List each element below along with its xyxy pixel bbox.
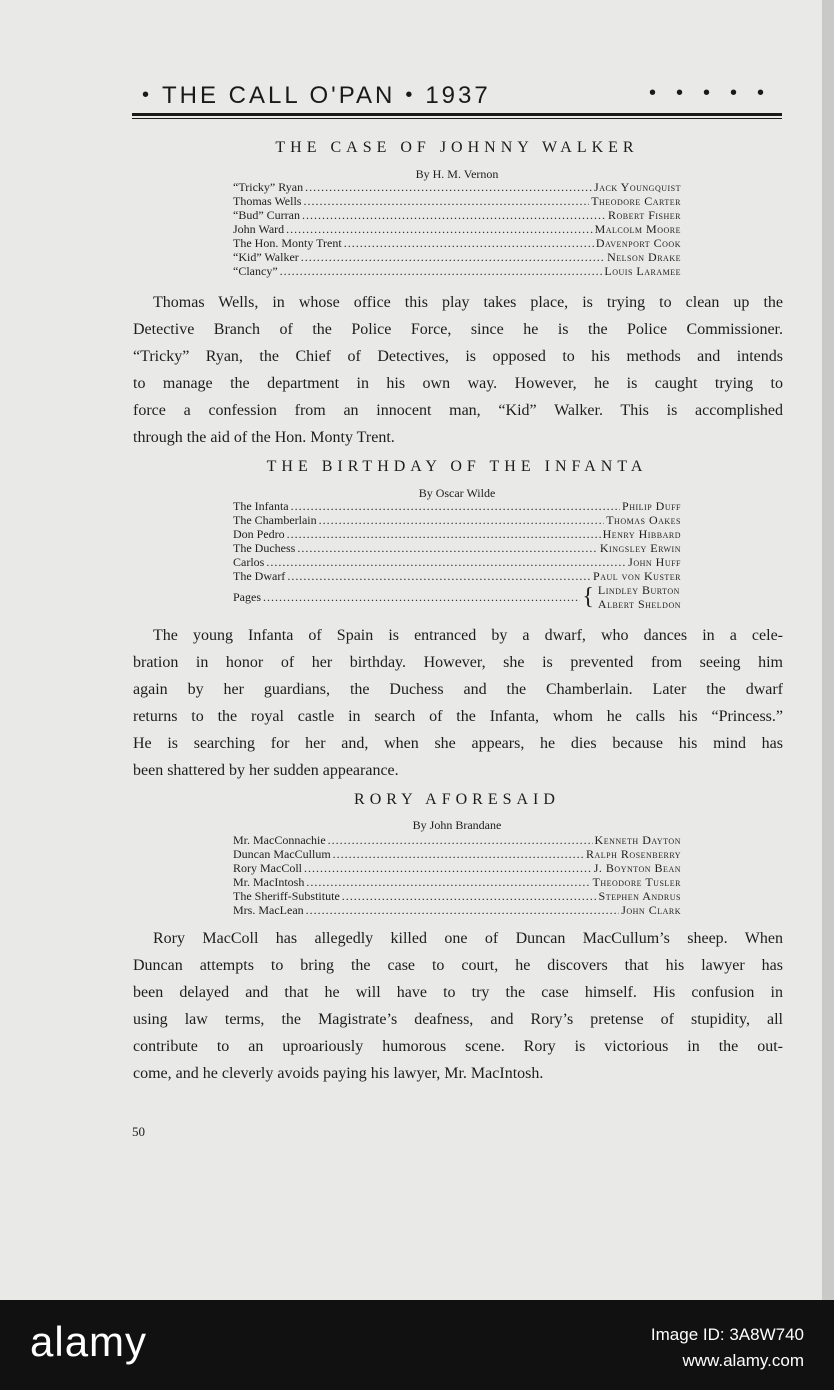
- play-title: THE CASE OF JOHNNY WALKER: [275, 139, 639, 156]
- play-byline: By John Brandane: [412, 818, 502, 832]
- brace-icon: {: [582, 584, 594, 610]
- play-title: THE BIRTHDAY OF THE INFANTA: [266, 458, 648, 475]
- bullet-row-icon: •••••: [648, 82, 784, 104]
- cast-row: The Dwarf ..... Paul von Kuster: [233, 569, 681, 583]
- bullet-icon: •: [405, 84, 416, 106]
- page-number: 50: [132, 1124, 145, 1139]
- brand-logo: alamy: [30, 1318, 148, 1365]
- play-synopsis: Thomas Wells, in whose office this play takes place, is trying to clean up the Detective Branch of the Police Force, since he is the Police Commissioner. “Tricky” Ryan, the Chief of Detectives, is opposed to his methods and intends to manage the department in his own way. However, he is caught trying to force a confession from an innocent man, “Kid” Walker. This is accomplished through the aid of the Hon. Monty Trent.: [133, 294, 783, 446]
- cast-list: [233, 180, 681, 278]
- cast-row: John Ward ..... Malcolm Moore: [233, 222, 681, 236]
- cast-row: Thomas Wells ..... Theodore Carter: [233, 194, 681, 208]
- header-rule-thick: [132, 113, 782, 116]
- cast-list: [233, 833, 681, 917]
- cast-list: [233, 499, 681, 611]
- play-synopsis: Rory MacColl has allegedly killed one of Duncan MacCullum’s sheep. When Duncan attempts to bring the case to court, he discovers that his lawyer has been delayed and that he will have to try the case himself. His confusion in using law terms, the Magistrate’s deafness, and Rory’s pretense of stupidity, all contribute to an uproariously humorous scene. Rory is victorious in the out- come, and he cleverly avoids paying his lawyer, Mr. MacIntosh.: [133, 930, 783, 1082]
- cast-row: The Sheriff-Substitute ..... Stephen Andrus: [233, 889, 681, 903]
- play-title: RORY AFORESAID: [354, 791, 560, 808]
- play-byline: By Oscar Wilde: [418, 486, 496, 500]
- image-credit: [651, 1322, 804, 1374]
- site-url: www.alamy.com: [682, 1351, 804, 1370]
- cast-row: The Hon. Monty Trent ..... Davenport Cook: [233, 236, 681, 250]
- cast-row: Duncan MacCullum ..... Ralph Rosenberry: [233, 847, 681, 861]
- header-title: THE CALL O'PAN: [162, 82, 396, 109]
- watermark-footer: [0, 1300, 834, 1390]
- play-synopsis: The young Infanta of Spain is entranced by a dwarf, who dances in a cele- bration in honor of her birthday. However, she is prevented from seeing him again by her guardians, the Duchess and the Chamberlain. Later the dwarf returns to the royal castle in search of the Infanta, whom he calls his “Princess.” He is searching for her and, when she appears, he dies because his mind has been shattered by her sudden appearance.: [133, 627, 783, 779]
- cast-row: “Tricky” Ryan ..... Jack Youngquist: [233, 180, 681, 194]
- running-header: [132, 82, 784, 112]
- cast-row: Mr. MacIntosh ..... Theodore Tusler: [233, 875, 681, 889]
- cast-row: Carlos ..... John Huff: [233, 555, 681, 569]
- cast-row: The Infanta ..... Philip Duff: [233, 499, 681, 513]
- cast-row: Don Pedro ..... Henry Hibbard: [233, 527, 681, 541]
- play-byline: By H. M. Vernon: [415, 167, 499, 181]
- image-id: Image ID: 3A8W740: [650, 1325, 804, 1344]
- cast-row: Mr. MacConnachie ..... Kenneth Dayton: [233, 833, 681, 847]
- cast-row: Rory MacColl ..... J. Boynton Bean: [233, 861, 681, 875]
- bullet-icon: •: [142, 84, 153, 106]
- cast-row: The Duchess ..... Kingsley Erwin: [233, 541, 681, 555]
- cast-row: “Clancy” ..... Louis Laramee: [233, 264, 681, 278]
- cast-row: “Kid” Walker ..... Nelson Drake: [233, 250, 681, 264]
- cast-row: Mrs. MacLean ..... John Clark: [233, 903, 681, 917]
- header-rule-thin: [132, 118, 782, 119]
- header-year: 1937: [425, 82, 491, 109]
- cast-row: “Bud” Curran ..... Robert Fisher: [233, 208, 681, 222]
- cast-row: The Chamberlain ..... Thomas Oakes: [233, 513, 681, 527]
- cast-row-pages: Pages ..... { Lindley Burton Albert Sheldon: [233, 583, 681, 611]
